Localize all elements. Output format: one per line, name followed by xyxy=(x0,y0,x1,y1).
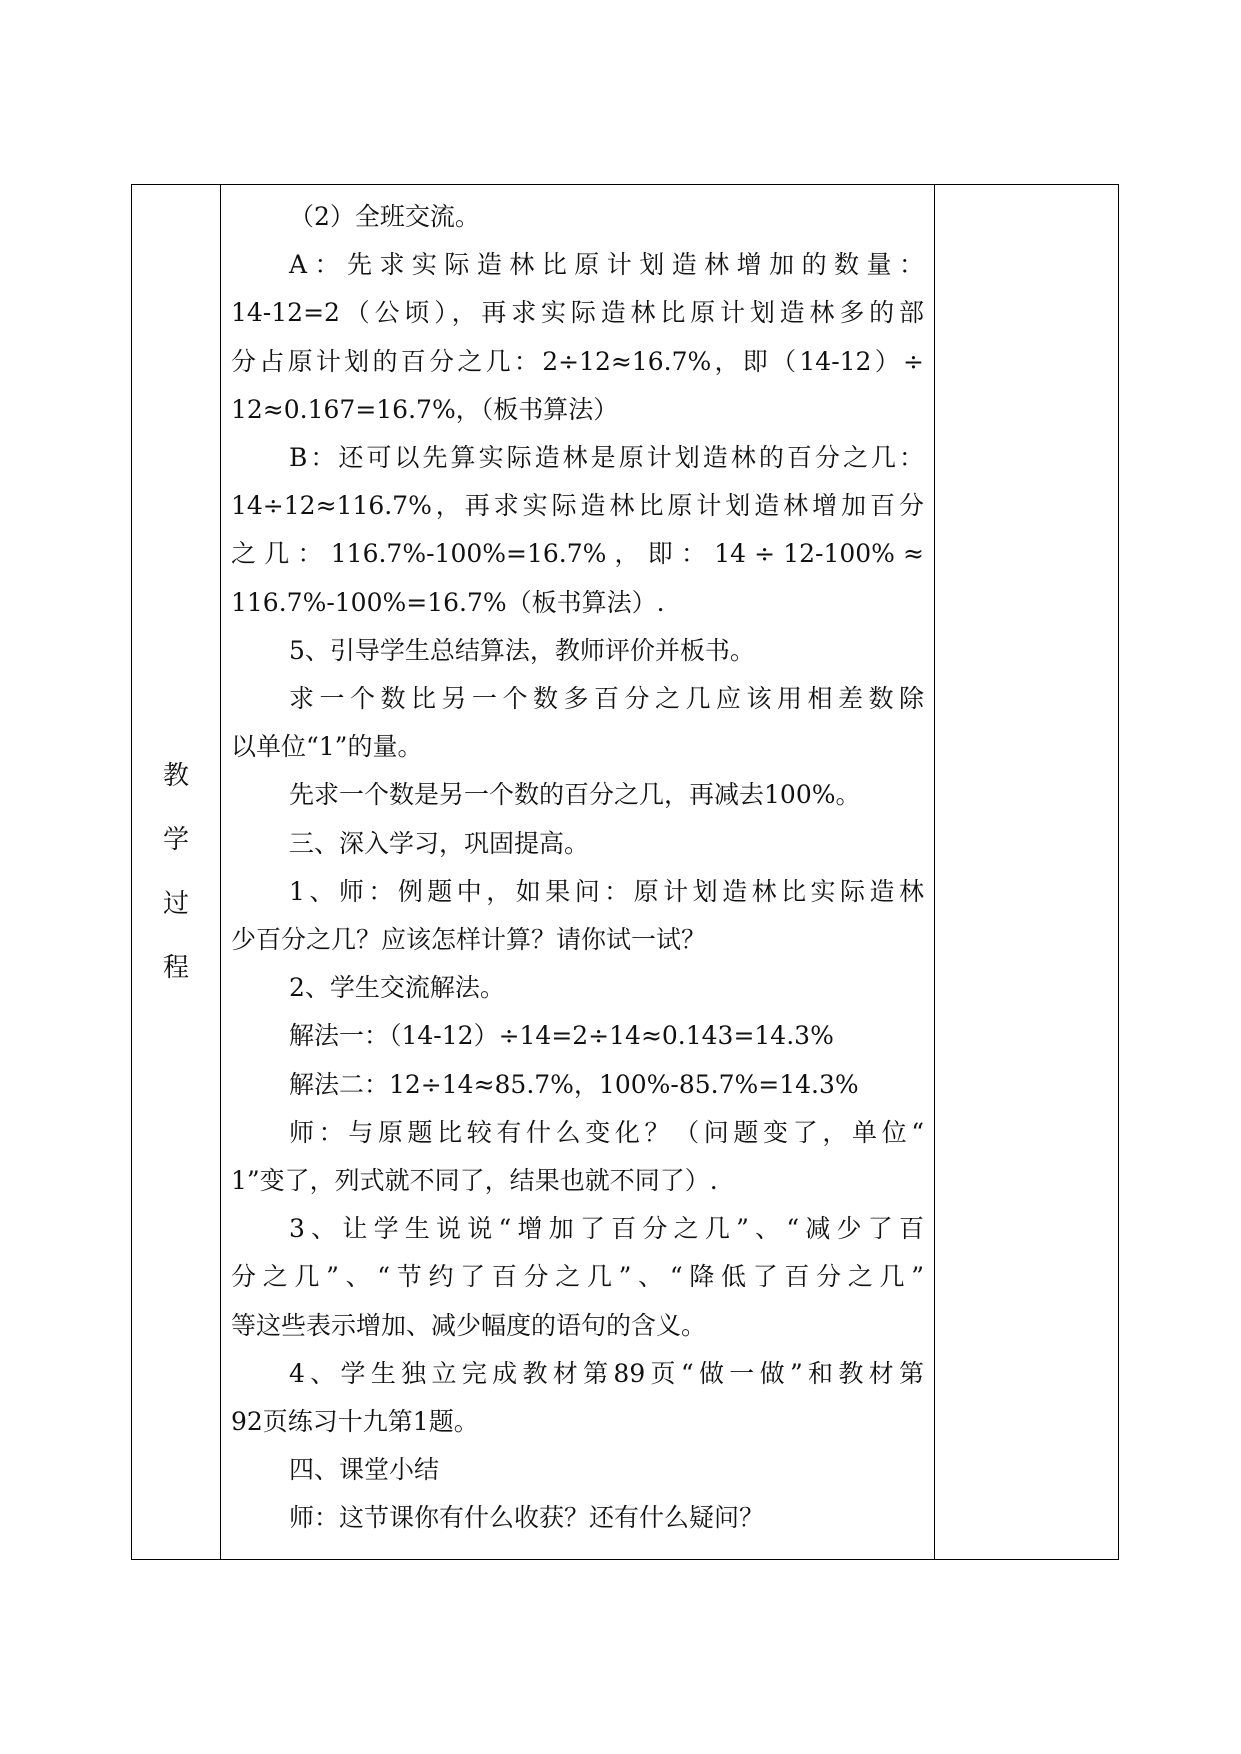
lesson-content xyxy=(231,193,924,1543)
table-row xyxy=(132,185,1119,1560)
content-line: 四、课堂小结 xyxy=(289,1455,440,1485)
section-label-char: 程 xyxy=(162,953,189,983)
content-line: 4、学生独立完成教材第89页“做一做”和教材第 xyxy=(289,1358,924,1388)
lesson-content-cell xyxy=(221,185,935,1560)
content-line: 14-12=2（公顷），再求实际造林比原计划造林多的部 xyxy=(231,298,924,328)
content-line: 1”变了，列式就不同了，结果也就不同了）. xyxy=(231,1165,718,1195)
section-label xyxy=(132,744,220,1000)
content-line: 少百分之几？应该怎样计算？请你试一试？ xyxy=(231,924,707,954)
lesson-plan-table xyxy=(131,184,1119,1560)
content-line: 三、深入学习，巩固提高。 xyxy=(289,828,590,858)
content-line: 先求一个数是另一个数的百分之几，再减去100%。 xyxy=(289,780,861,810)
content-line: B：还可以先算实际造林是原计划造林的百分之几： xyxy=(289,442,924,472)
content-line: 3、让学生说说“增加了百分之几”、“减少了百 xyxy=(289,1214,924,1244)
content-line: 解法二：12÷14≈85.7%，100%-85.7%=14.3% xyxy=(289,1069,859,1099)
content-line: 解法一：（14-12）÷14=2÷14≈0.143=14.3% xyxy=(289,1021,834,1051)
content-line: 师：这节课你有什么收获？还有什么疑问？ xyxy=(289,1503,765,1533)
content-line: 2、学生交流解法。 xyxy=(289,973,505,1003)
content-line: 92页练习十九第1题。 xyxy=(231,1406,479,1436)
content-line: 1、师：例题中，如果问：原计划造林比实际造林 xyxy=(289,876,924,906)
content-line: 以单位“1”的量。 xyxy=(231,732,423,762)
content-line: 5、引导学生总结算法，教师评价并板书。 xyxy=(289,635,755,665)
content-line: 14÷12≈116.7%，再求实际造林比原计划造林增加百分 xyxy=(231,491,924,521)
content-line: 求一个数比另一个数多百分之几应该用相差数除 xyxy=(289,683,924,713)
section-label-cell xyxy=(132,185,221,1560)
section-label-char: 过 xyxy=(162,889,189,919)
notes-cell xyxy=(935,185,1119,1560)
content-line: 师：与原题比较有什么变化？（问题变了，单位“ xyxy=(289,1117,924,1147)
content-line: A：先求实际造林比原计划造林增加的数量： xyxy=(289,250,924,280)
section-label-char: 教 xyxy=(162,761,189,791)
content-line: 116.7%-100%=16.7%（板书算法）. xyxy=(231,587,665,617)
content-line: （2）全班交流。 xyxy=(289,202,480,231)
content-line: 等这些表示增加、减少幅度的语句的含义。 xyxy=(231,1310,707,1340)
content-line: 之 几 ： 116.7%-100%=16.7% ， 即 ： 14 ÷ 12-100% ≈ xyxy=(231,539,924,569)
content-line: 分占原计划的百分之几：2÷12≈16.7%，即（14-12）÷ xyxy=(231,346,924,376)
section-label-char: 学 xyxy=(162,825,189,855)
content-line: 分之几”、“节约了百分之几”、“降低了百分之几” xyxy=(231,1262,924,1292)
content-line: 12≈0.167=16.7%，（板书算法） xyxy=(231,394,619,424)
